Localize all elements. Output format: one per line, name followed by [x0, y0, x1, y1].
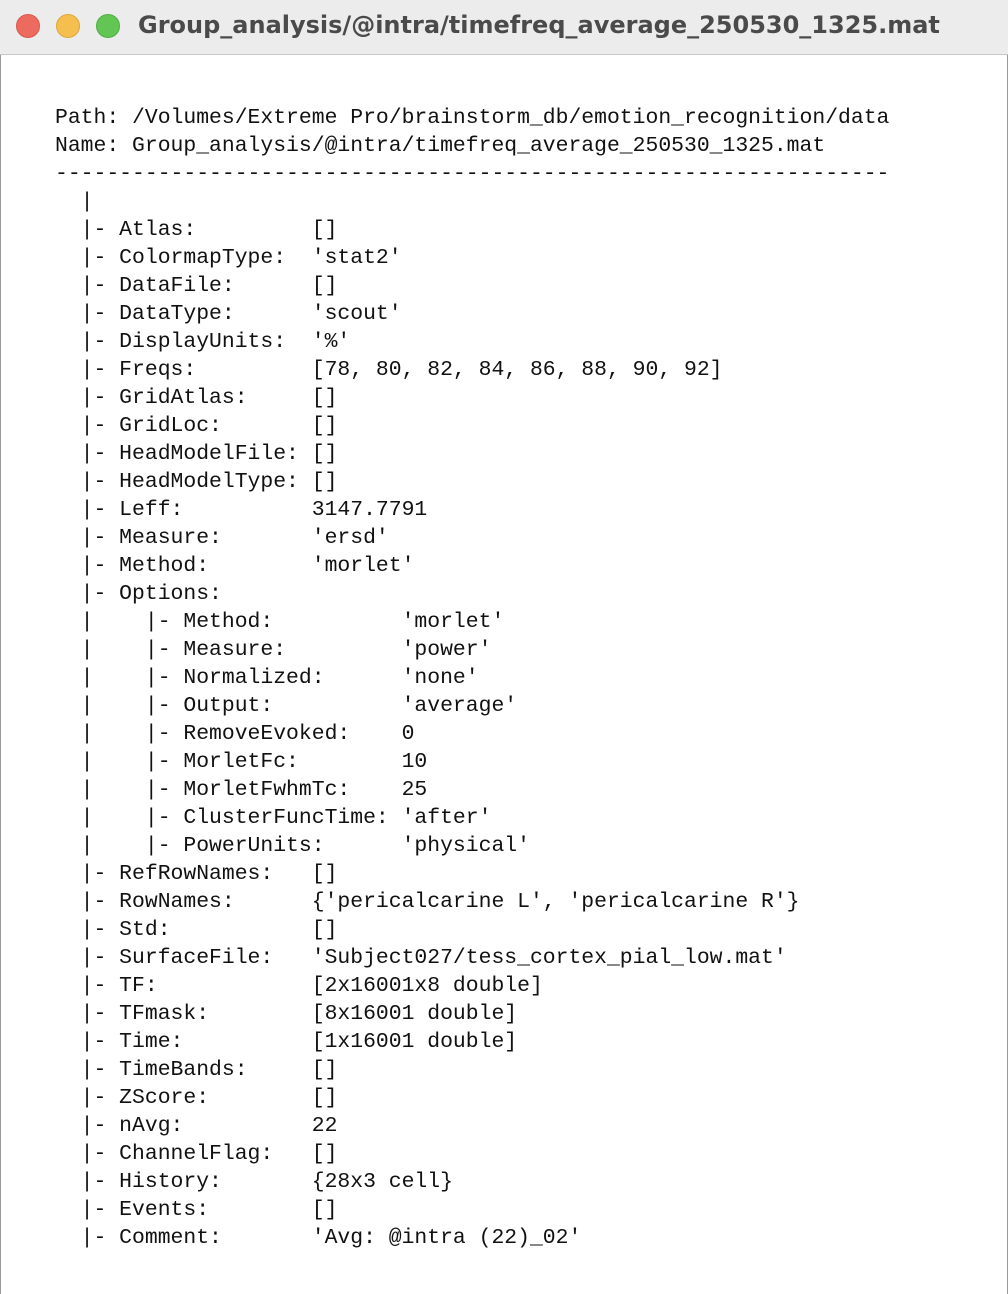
field-options: |- Options: — [55, 582, 222, 606]
option-powerunits: | |- PowerUnits: 'physical' — [55, 834, 530, 858]
field-headmodeltype: |- HeadModelType: [] — [55, 470, 338, 494]
option-morletfc: | |- MorletFc: 10 — [55, 750, 428, 774]
field-events: |- Events: [] — [55, 1198, 338, 1222]
field-displayunits: |- DisplayUnits: '%' — [55, 330, 351, 354]
field-gridloc: |- GridLoc: [] — [55, 414, 338, 438]
title-bar[interactable] — [0, 0, 1008, 55]
option-method: | |- Method: 'morlet' — [55, 610, 505, 634]
field-atlas: |- Atlas: [] — [55, 218, 338, 242]
field-measure: |- Measure: 'ersd' — [55, 526, 389, 550]
option-morletfwhmtc: | |- MorletFwhmTc: 25 — [55, 778, 428, 802]
field-navg: |- nAvg: 22 — [55, 1114, 338, 1138]
field-time: |- Time: [1x16001 double] — [55, 1030, 518, 1054]
field-method: |- Method: 'morlet' — [55, 554, 415, 578]
name-line: Name: Group_analysis/@intra/timefreq_average_250530_1325.mat — [55, 134, 826, 158]
field-comment: |- Comment: 'Avg: @intra (22)_02' — [55, 1226, 582, 1250]
close-window-button[interactable] — [16, 14, 40, 38]
field-datafile: |- DataFile: [] — [55, 274, 338, 298]
field-datatype: |- DataType: 'scout' — [55, 302, 402, 326]
field-refrownames: |- RefRowNames: [] — [55, 862, 338, 886]
zoom-window-button[interactable] — [96, 14, 120, 38]
field-channelflag: |- ChannelFlag: [] — [55, 1142, 338, 1166]
field-leff: |- Leff: 3147.7791 — [55, 498, 428, 522]
field-gridatlas: |- GridAtlas: [] — [55, 386, 338, 410]
option-normalized: | |- Normalized: 'none' — [55, 666, 479, 690]
field-tfmask: |- TFmask: [8x16001 double] — [55, 1002, 518, 1026]
structure-text-view — [55, 104, 889, 1252]
option-measure: | |- Measure: 'power' — [55, 638, 492, 662]
field-rownames: |- RowNames: {'pericalcarine L', 'pericalcarine R'} — [55, 890, 800, 914]
tree-root-line: | — [55, 190, 94, 214]
window-title: Group_analysis/@intra/timefreq_average_250530_1325.mat — [138, 11, 940, 39]
path-line: Path: /Volumes/Extreme Pro/brainstorm_db/emotion_recognition/data — [55, 106, 890, 130]
field-headmodelfile: |- HeadModelFile: [] — [55, 442, 338, 466]
minimize-window-button[interactable] — [56, 14, 80, 38]
field-history: |- History: {28x3 cell} — [55, 1170, 453, 1194]
field-surfacefile: |- SurfaceFile: 'Subject027/tess_cortex_pial_low.mat' — [55, 946, 787, 970]
option-clusterfunctime: | |- ClusterFuncTime: 'after' — [55, 806, 492, 830]
field-tf: |- TF: [2x16001x8 double] — [55, 974, 543, 998]
field-timebands: |- TimeBands: [] — [55, 1058, 338, 1082]
separator-line: ----------------------------------------------------------------- — [55, 162, 890, 186]
field-zscore: |- ZScore: [] — [55, 1086, 338, 1110]
field-colormaptype: |- ColormapType: 'stat2' — [55, 246, 402, 270]
field-freqs: |- Freqs: [78, 80, 82, 84, 86, 88, 90, 92] — [55, 358, 723, 382]
option-removeevoked: | |- RemoveEvoked: 0 — [55, 722, 415, 746]
option-output: | |- Output: 'average' — [55, 694, 518, 718]
field-std: |- Std: [] — [55, 918, 338, 942]
